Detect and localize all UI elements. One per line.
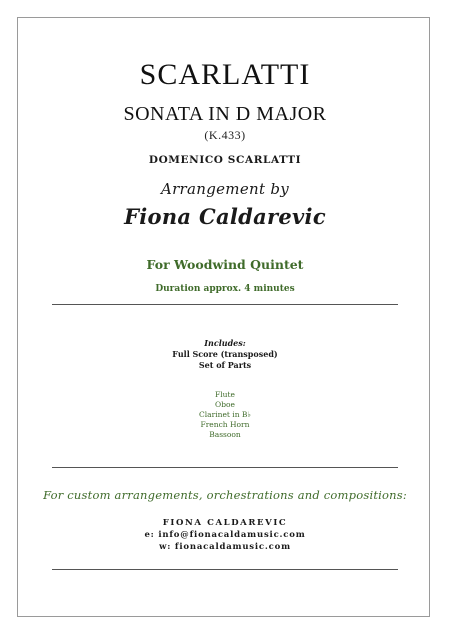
arranger-name: Fiona Caldarevic [124, 204, 326, 229]
instrument-item: Oboe [215, 400, 235, 409]
instrument-item: Clarinet in B♭ [199, 410, 251, 419]
arrangement-label: Arrangement by [160, 180, 290, 198]
includes-item: Full Score (transposed) [172, 349, 278, 359]
divider-middle [52, 467, 398, 468]
divider-bottom [52, 569, 398, 570]
instrument-item: French Horn [200, 420, 250, 429]
ensemble: For Woodwind Quintet [146, 257, 304, 272]
contact-name: FIONA CALDAREVIC [162, 518, 288, 528]
contact-tagline: For custom arrangements, orchestrations and compositions: [43, 488, 407, 502]
includes-item: Set of Parts [198, 360, 252, 370]
instrument-item: Bassoon [209, 430, 241, 439]
instrument-item: Flute [215, 390, 235, 399]
composer-full-name: DOMENICO SCARLATTI [148, 154, 302, 166]
work-title: SONATA IN D MAJOR [123, 103, 327, 125]
duration: Duration approx. 4 minutes [155, 284, 295, 294]
catalog-number: (K.433) [204, 128, 246, 142]
contact-email: e: info@fionacaldamusic.com [144, 530, 306, 540]
composer-surname: SCARLATTI [139, 58, 311, 91]
divider-top [52, 304, 398, 305]
contact-website: w: fionacaldamusic.com [159, 542, 291, 552]
includes-label: Includes: [204, 338, 246, 348]
